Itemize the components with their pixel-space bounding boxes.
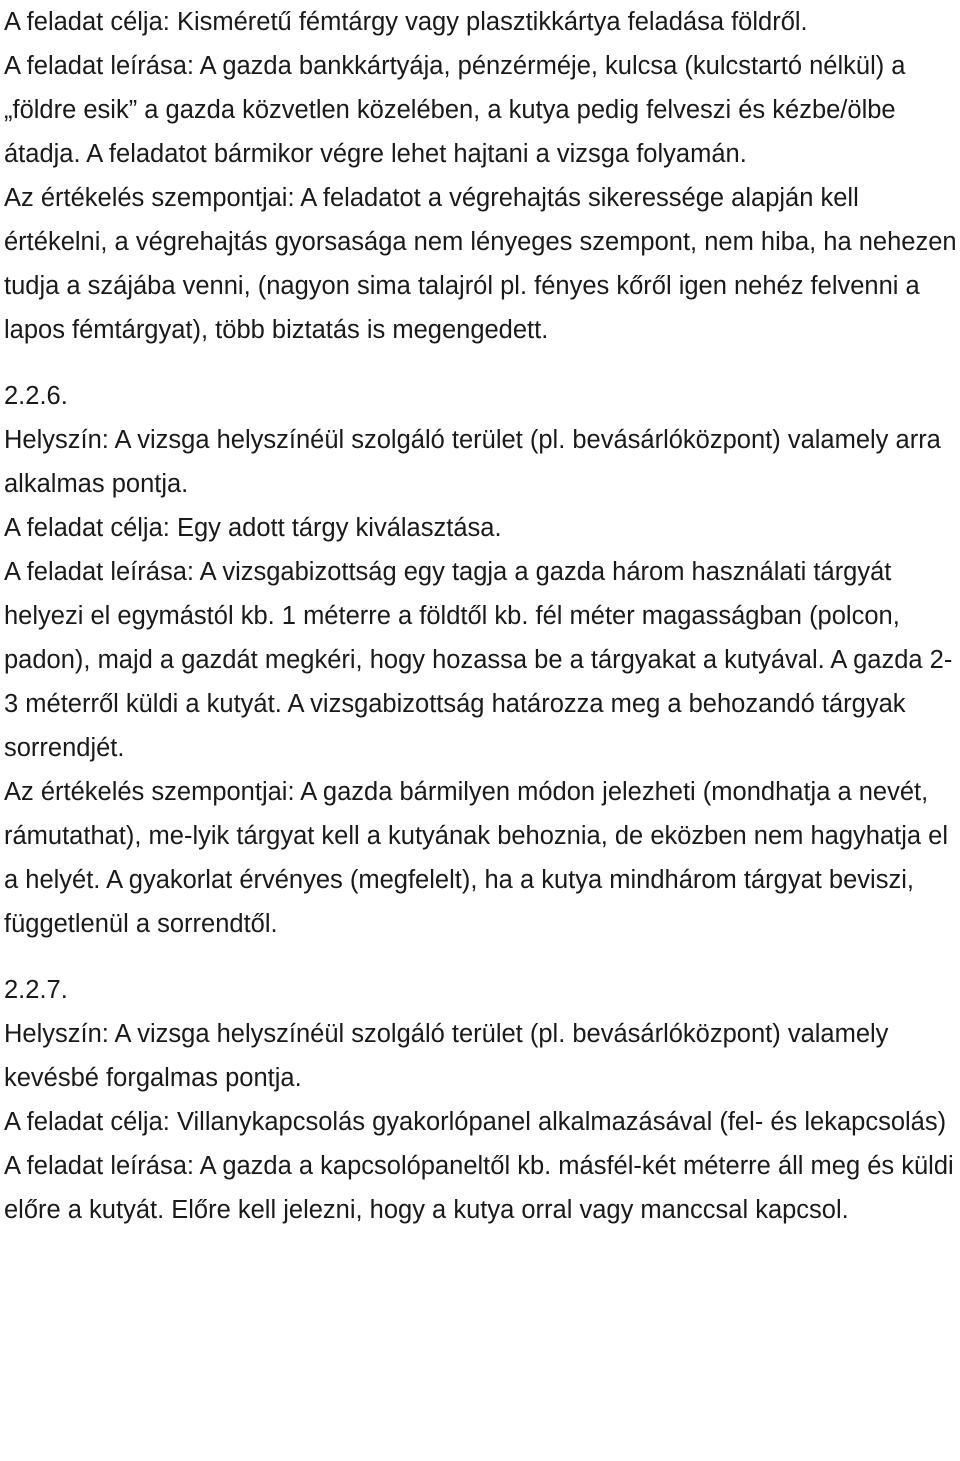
section-227-goal: A feladat célja: Villanykapcsolás gyakorlópanel alkalmazásával (fel- és lekapcsolás)	[4, 1108, 947, 1136]
prev-goal-paragraph: A feladat célja: Kisméretű fémtárgy vagy plasztikkártya feladása földről.	[4, 8, 808, 36]
prev-description-paragraph: A feladat leírása: A gazda bankkártyája, pénzérméje, kulcsa (kulcstartó nélkül) a „földre esik” a gazda közvetlen közelében, a kutya pedig felveszi és kézbe/ölbe átadja. A feladatot bármikor végre lehet hajtani a vizsga folyamán.	[4, 52, 906, 168]
section-226-description: A feladat leírása: A vizsgabizottság egy tagja a gazda három használati tárgyát helyezi el egymástól kb. 1 méterre a földtől kb. fél méter magasságban (polcon, padon), majd a gazdát megkéri, hogy hozassa be a tárgyakat a kutyával. A gazda 2-3 méterről küldi a kutyát. A vizsgabizottság határozza meg a behozandó tárgyak sorrendjét.	[4, 558, 953, 762]
document-page	[4, 0, 958, 1232]
section-227-number: 2.2.7.	[4, 976, 68, 1004]
prev-evaluation-paragraph: Az értékelés szempontjai: A feladatot a végrehajtás sikeressége alapján kell értékelni, a végrehajtás gyorsasága nem lényeges szempont, nem hiba, ha nehezen tudja a szájába venni, (nagyon sima talajról pl. fényes kőről igen nehéz felvenni a lapos fémtárgyat), több biztatás is megengedett.	[4, 184, 957, 344]
section-227-location: Helyszín: A vizsga helyszínéül szolgáló terület (pl. bevásárlóközpont) valamely kevésbé forgalmas pontja.	[4, 1020, 889, 1092]
section-227-description: A feladat leírása: A gazda a kapcsolópaneltől kb. másfél-két méterre áll meg és küldi előre a kutyát. Előre kell jelezni, hogy a kutya orral vagy manccsal kapcsol.	[4, 1152, 954, 1224]
section-226-evaluation: Az értékelés szempontjai: A gazda bármilyen módon jelezheti (mondhatja a nevét, rámutathat), me-lyik tárgyat kell a kutyának behoznia, de eközben nem hagyhatja el a helyét. A gyakorlat érvényes (megfelelt), ha a kutya mindhárom tárgyat beviszi, függetlenül a sorrendtől.	[4, 778, 949, 938]
section-226-number: 2.2.6.	[4, 382, 68, 410]
section-226-location: Helyszín: A vizsga helyszínéül szolgáló terület (pl. bevásárlóközpont) valamely arra alkalmas pontja.	[4, 426, 941, 498]
section-226-goal: A feladat célja: Egy adott tárgy kiválasztása.	[4, 514, 502, 542]
